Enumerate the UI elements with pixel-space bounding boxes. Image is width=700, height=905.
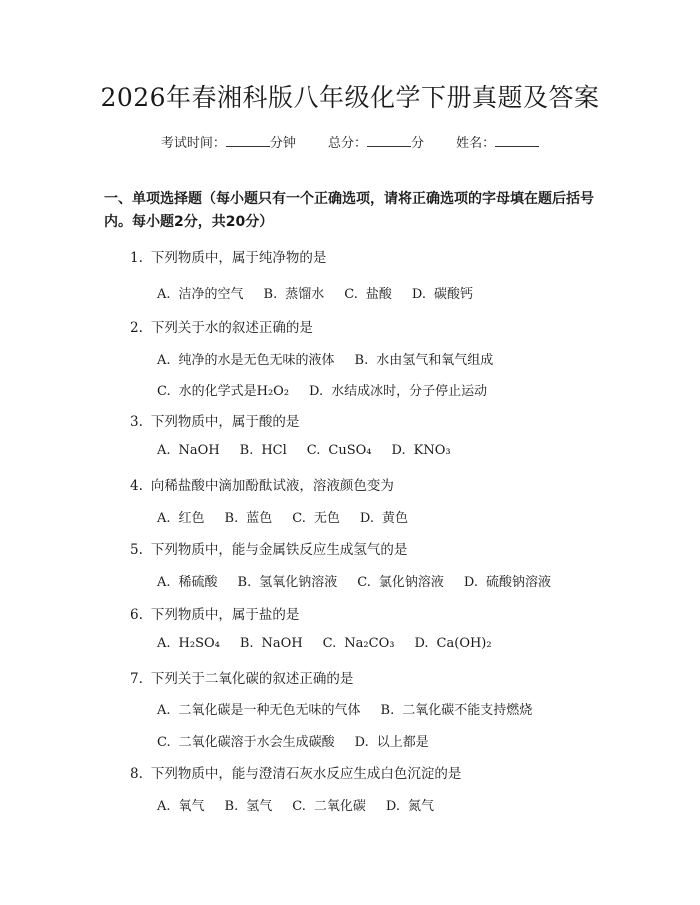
total-score-unit: 分 (411, 136, 425, 151)
answer-option[interactable] (344, 283, 392, 302)
option-row (157, 636, 512, 651)
answer-option[interactable] (355, 731, 429, 750)
total-score-label: 总分： (327, 136, 367, 151)
option-letter: A. (157, 799, 171, 814)
answer-option[interactable] (392, 443, 451, 458)
option-text: 盐酸 (365, 287, 392, 302)
answer-option[interactable] (309, 380, 487, 399)
option-letter: D. (411, 287, 426, 302)
option-text: 红色 (178, 511, 205, 526)
option-row (157, 507, 428, 526)
answer-option[interactable] (323, 636, 395, 651)
exam-time-label: 考试时间： (160, 136, 226, 151)
question-number: 2. (130, 320, 143, 336)
option-row (157, 443, 471, 458)
answer-option[interactable] (240, 443, 287, 458)
question-text: 下列物质中，属于酸的是 (150, 414, 300, 430)
answer-option[interactable] (225, 795, 273, 814)
option-text: 无色 (313, 511, 340, 526)
option-text: Ca(OH)₂ (436, 636, 492, 651)
question-text: 下列物质中，属于纯净物的是 (150, 250, 327, 266)
option-letter: A. (157, 511, 171, 526)
option-row (157, 795, 454, 814)
option-text: 氢氧化钠溶液 (259, 575, 338, 590)
option-row (157, 283, 493, 302)
answer-option[interactable] (292, 507, 340, 526)
option-letter: A. (157, 443, 171, 458)
option-letter: C. (292, 511, 306, 526)
option-letter: D. (414, 636, 429, 651)
question-stem (130, 246, 326, 266)
option-text: 以上都是 (376, 735, 429, 750)
question-stem (130, 474, 394, 494)
option-letter: D. (463, 575, 478, 590)
option-text: 黄色 (381, 511, 408, 526)
option-text: 氧气 (178, 799, 205, 814)
option-letter: B. (354, 353, 369, 368)
answer-option[interactable] (157, 283, 244, 302)
answer-option[interactable] (381, 699, 533, 718)
option-letter: A. (157, 353, 171, 368)
option-text: 氯化钠溶液 (378, 575, 444, 590)
exam-time-blank[interactable] (226, 136, 270, 147)
page-title: 2026年春湘科版八年级化学下册真题及答案 (100, 83, 600, 112)
option-text: 水的化学式是H₂O₂ (178, 384, 290, 399)
answer-option[interactable] (360, 507, 408, 526)
answer-option[interactable] (157, 731, 335, 750)
option-text: HCl (261, 443, 287, 458)
answer-option[interactable] (157, 507, 205, 526)
option-row (157, 731, 449, 750)
option-text: NaOH (261, 636, 303, 651)
option-text: 氮气 (407, 799, 434, 814)
option-letter: D. (359, 511, 374, 526)
option-row (157, 699, 552, 718)
option-text: 二氧化碳是一种无色无味的气体 (178, 703, 361, 718)
question-text: 下列物质中，属于盐的是 (150, 607, 300, 623)
option-text: 纯净的水是无色无味的液体 (178, 353, 335, 368)
option-letter: C. (157, 384, 171, 399)
option-letter: C. (357, 575, 371, 590)
option-text: 氢气 (246, 799, 273, 814)
option-letter: A. (157, 703, 171, 718)
option-letter: D. (309, 384, 324, 399)
option-letter: B. (224, 799, 239, 814)
option-text: Na₂CO₃ (344, 636, 395, 651)
question-stem (130, 603, 299, 623)
question-number: 8. (130, 766, 143, 782)
question-number: 5. (130, 542, 143, 558)
student-name-field (456, 136, 539, 151)
answer-option[interactable] (292, 795, 366, 814)
answer-option[interactable] (386, 795, 434, 814)
exam-time-unit: 分钟 (269, 136, 296, 151)
question-text: 下列物质中，能与金属铁反应生成氢气的是 (150, 542, 408, 558)
answer-option[interactable] (157, 699, 361, 718)
option-letter: A. (157, 636, 171, 651)
option-letter: D. (391, 443, 406, 458)
question-number: 1. (130, 250, 143, 266)
answer-option[interactable] (464, 571, 551, 590)
answer-option[interactable] (414, 636, 491, 651)
option-letter: B. (224, 511, 239, 526)
option-text: NaOH (178, 443, 220, 458)
option-text: 水由氢气和氧气组成 (376, 353, 494, 368)
question-text: 下列关于水的叙述正确的是 (150, 320, 313, 336)
student-name-label: 姓名： (456, 136, 496, 151)
section-heading: 一、单项选择题（每小题只有一个正确选项，请将正确选项的字母填在题后括号内。每小题2分，共20分） (104, 191, 594, 230)
option-text: 二氧化碳不能支持燃烧 (402, 703, 533, 718)
option-text: 水结成冰时，分子停止运动 (331, 384, 488, 399)
option-letter: B. (237, 575, 252, 590)
answer-option[interactable] (355, 349, 494, 368)
answer-option[interactable] (157, 380, 289, 399)
option-letter: A. (157, 287, 171, 302)
answer-option[interactable] (238, 571, 338, 590)
answer-option[interactable] (157, 349, 335, 368)
option-letter: D. (354, 735, 369, 750)
option-text: 碳酸钙 (433, 287, 473, 302)
option-letter: C. (157, 735, 171, 750)
option-row (157, 571, 571, 590)
option-text: H₂SO₄ (178, 636, 220, 651)
answer-option[interactable] (264, 283, 325, 302)
option-letter: A. (157, 575, 171, 590)
question-number: 7. (130, 671, 143, 687)
question-text: 向稀盐酸中滴加酚酞试液，溶液颜色变为 (150, 478, 394, 494)
option-letter: B. (239, 443, 254, 458)
option-letter: C. (292, 799, 306, 814)
question-number: 4. (130, 478, 143, 494)
exam-time-field (161, 136, 296, 151)
option-row (157, 380, 507, 399)
question-stem (130, 667, 353, 687)
option-text: 硫酸钠溶液 (485, 575, 551, 590)
question-stem (130, 410, 299, 430)
answer-option[interactable] (307, 443, 372, 458)
option-text: 二氧化碳 (313, 799, 366, 814)
option-letter: B. (380, 703, 395, 718)
answer-option[interactable] (225, 507, 273, 526)
question-number: 3. (130, 414, 143, 430)
option-letter: C. (322, 636, 337, 651)
answer-option[interactable] (357, 571, 444, 590)
student-name-blank[interactable] (495, 136, 539, 147)
option-letter: B. (239, 636, 254, 651)
answer-option[interactable] (157, 571, 218, 590)
answer-option[interactable] (157, 636, 220, 651)
option-row (157, 349, 513, 368)
answer-option[interactable] (157, 795, 205, 814)
question-number: 6. (130, 607, 143, 623)
option-text: 稀硫酸 (178, 575, 218, 590)
option-letter: C. (306, 443, 321, 458)
option-text: KNO₃ (413, 443, 451, 458)
question-text: 下列关于二氧化碳的叙述正确的是 (150, 671, 354, 687)
total-score-field (328, 136, 424, 151)
option-text: 蓝色 (246, 511, 273, 526)
option-text: 二氧化碳溶于水会生成碳酸 (178, 735, 335, 750)
question-stem (130, 762, 461, 782)
question-stem (130, 538, 407, 558)
option-text: CuSO₄ (328, 443, 372, 458)
total-score-blank[interactable] (367, 136, 411, 147)
answer-option[interactable] (240, 636, 303, 651)
exam-info-line (0, 132, 700, 151)
question-text: 下列物质中，能与澄清石灰水反应生成白色沉淀的是 (150, 766, 462, 782)
answer-option[interactable] (412, 283, 473, 302)
question-stem (130, 316, 313, 336)
answer-option[interactable] (157, 443, 220, 458)
option-letter: C. (344, 287, 358, 302)
option-letter: B. (263, 287, 278, 302)
option-text: 洁净的空气 (178, 287, 244, 302)
option-letter: D. (385, 799, 400, 814)
option-text: 蒸馏水 (285, 287, 325, 302)
